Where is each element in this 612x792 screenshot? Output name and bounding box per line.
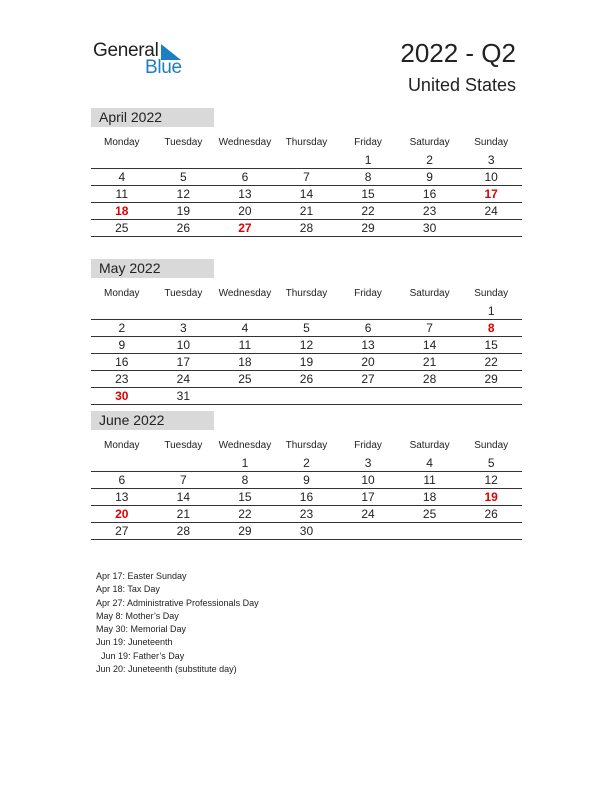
day-cell: 27 bbox=[337, 371, 399, 388]
weekday-header: Monday bbox=[103, 439, 140, 451]
day-cell: 3 bbox=[337, 455, 399, 472]
week-row bbox=[91, 152, 522, 169]
day-cell: 16 bbox=[276, 489, 338, 506]
week-row bbox=[91, 169, 522, 186]
day-cell: 21 bbox=[399, 354, 461, 371]
month-title: April 2022 bbox=[91, 108, 214, 127]
month-block bbox=[91, 411, 522, 540]
day-cell: 22 bbox=[214, 506, 276, 523]
day-cell: 11 bbox=[214, 337, 276, 354]
holiday-item: Apr 18: Tax Day bbox=[96, 584, 160, 595]
day-cell: 27 bbox=[214, 220, 276, 237]
week-row bbox=[91, 506, 522, 523]
day-cell: 12 bbox=[460, 472, 522, 489]
day-cell: 29 bbox=[337, 220, 399, 237]
empty-day-cell bbox=[399, 388, 461, 405]
day-cell: 2 bbox=[91, 320, 153, 337]
day-cell: 26 bbox=[153, 220, 215, 237]
day-cell: 1 bbox=[460, 303, 522, 320]
empty-day-cell bbox=[460, 523, 522, 540]
week-row bbox=[91, 354, 522, 371]
week-row bbox=[91, 472, 522, 489]
day-cell: 12 bbox=[153, 186, 215, 203]
month-title: May 2022 bbox=[91, 259, 214, 278]
country-name: United States bbox=[407, 75, 516, 95]
week-row bbox=[91, 337, 522, 354]
day-cell: 13 bbox=[91, 489, 153, 506]
day-cell: 2 bbox=[276, 455, 338, 472]
day-cell: 25 bbox=[91, 220, 153, 237]
day-cell: 24 bbox=[153, 371, 215, 388]
day-cell: 12 bbox=[276, 337, 338, 354]
week-row bbox=[91, 303, 522, 320]
day-cell: 22 bbox=[337, 203, 399, 220]
weekday-header: Friday bbox=[354, 136, 382, 148]
day-cell: 16 bbox=[399, 186, 461, 203]
week-row bbox=[91, 371, 522, 388]
day-cell: 18 bbox=[91, 203, 153, 220]
holiday-item: Jun 19: Father’s Day bbox=[96, 650, 185, 661]
day-cell: 9 bbox=[399, 169, 461, 186]
week-row bbox=[91, 320, 522, 337]
day-cell: 3 bbox=[460, 152, 522, 169]
day-cell: 17 bbox=[460, 186, 522, 203]
empty-day-cell bbox=[91, 303, 153, 320]
day-cell: 9 bbox=[276, 472, 338, 489]
day-cell: 18 bbox=[399, 489, 461, 506]
day-cell: 24 bbox=[460, 203, 522, 220]
day-cell: 13 bbox=[337, 337, 399, 354]
day-cell: 20 bbox=[214, 203, 276, 220]
weekday-header: Saturday bbox=[409, 287, 450, 299]
day-cell: 8 bbox=[214, 472, 276, 489]
holiday-list bbox=[96, 570, 259, 676]
empty-day-cell bbox=[214, 303, 276, 320]
empty-day-cell bbox=[399, 523, 461, 540]
month-title: June 2022 bbox=[91, 411, 214, 430]
day-cell: 2 bbox=[399, 152, 461, 169]
day-cell: 17 bbox=[337, 489, 399, 506]
day-cell: 30 bbox=[91, 388, 153, 405]
empty-day-cell bbox=[460, 388, 522, 405]
holiday-item: May 30: Memorial Day bbox=[96, 624, 187, 635]
day-cell: 14 bbox=[399, 337, 461, 354]
day-cell: 20 bbox=[91, 506, 153, 523]
logo-blue-text: Blue bbox=[145, 57, 182, 78]
day-cell: 29 bbox=[214, 523, 276, 540]
page-title: 2022 - Q2 bbox=[400, 38, 516, 68]
day-cell: 25 bbox=[399, 506, 461, 523]
weekday-header: Wednesday bbox=[218, 439, 272, 451]
day-cell: 10 bbox=[337, 472, 399, 489]
week-row bbox=[91, 388, 522, 405]
week-row bbox=[91, 523, 522, 540]
day-cell: 13 bbox=[214, 186, 276, 203]
day-cell: 5 bbox=[153, 169, 215, 186]
day-cell: 23 bbox=[91, 371, 153, 388]
empty-day-cell bbox=[460, 220, 522, 237]
day-cell: 15 bbox=[460, 337, 522, 354]
day-cell: 28 bbox=[399, 371, 461, 388]
empty-day-cell bbox=[153, 455, 215, 472]
day-cell: 20 bbox=[337, 354, 399, 371]
day-cell: 8 bbox=[460, 320, 522, 337]
holiday-item: May 8: Mother’s Day bbox=[96, 610, 179, 621]
empty-day-cell bbox=[153, 152, 215, 169]
week-row bbox=[91, 203, 522, 220]
day-cell: 23 bbox=[399, 203, 461, 220]
day-cell: 1 bbox=[214, 455, 276, 472]
empty-day-cell bbox=[276, 303, 338, 320]
day-cell: 10 bbox=[460, 169, 522, 186]
empty-day-cell bbox=[337, 523, 399, 540]
day-cell: 31 bbox=[153, 388, 215, 405]
empty-day-cell bbox=[399, 303, 461, 320]
day-cell: 23 bbox=[276, 506, 338, 523]
holiday-item: Jun 19: Juneteenth bbox=[96, 637, 173, 648]
weekday-header: Tuesday bbox=[164, 439, 203, 451]
day-cell: 5 bbox=[460, 455, 522, 472]
weekday-header: Monday bbox=[103, 136, 140, 148]
day-cell: 19 bbox=[460, 489, 522, 506]
day-cell: 29 bbox=[460, 371, 522, 388]
day-cell: 19 bbox=[153, 203, 215, 220]
day-cell: 11 bbox=[399, 472, 461, 489]
day-cell: 24 bbox=[337, 506, 399, 523]
empty-day-cell bbox=[91, 455, 153, 472]
weekday-header-row bbox=[91, 435, 522, 455]
weekday-header: Thursday bbox=[285, 439, 328, 451]
day-cell: 14 bbox=[153, 489, 215, 506]
empty-day-cell bbox=[276, 388, 338, 405]
day-cell: 21 bbox=[276, 203, 338, 220]
day-cell: 7 bbox=[399, 320, 461, 337]
day-cell: 15 bbox=[214, 489, 276, 506]
day-cell: 30 bbox=[276, 523, 338, 540]
empty-day-cell bbox=[91, 152, 153, 169]
day-cell: 21 bbox=[153, 506, 215, 523]
weekday-header: Sunday bbox=[474, 439, 509, 451]
day-cell: 19 bbox=[276, 354, 338, 371]
empty-day-cell bbox=[214, 388, 276, 405]
holiday-item: Apr 27: Administrative Professionals Day bbox=[96, 597, 259, 608]
day-cell: 26 bbox=[460, 506, 522, 523]
day-cell: 1 bbox=[337, 152, 399, 169]
weekday-header: Thursday bbox=[285, 287, 328, 299]
day-cell: 7 bbox=[153, 472, 215, 489]
weekday-header: Tuesday bbox=[164, 136, 203, 148]
day-cell: 9 bbox=[91, 337, 153, 354]
week-row bbox=[91, 220, 522, 237]
day-cell: 26 bbox=[276, 371, 338, 388]
day-cell: 4 bbox=[91, 169, 153, 186]
weekday-header: Tuesday bbox=[164, 287, 203, 299]
day-cell: 22 bbox=[460, 354, 522, 371]
day-cell: 30 bbox=[399, 220, 461, 237]
weekday-header: Thursday bbox=[285, 136, 328, 148]
day-cell: 6 bbox=[214, 169, 276, 186]
holiday-item: Apr 17: Easter Sunday bbox=[96, 571, 187, 581]
month-calendar-table bbox=[91, 435, 522, 540]
day-cell: 8 bbox=[337, 169, 399, 186]
weekday-header: Saturday bbox=[409, 439, 450, 451]
day-cell: 18 bbox=[214, 354, 276, 371]
day-cell: 16 bbox=[91, 354, 153, 371]
logo bbox=[93, 40, 193, 80]
day-cell: 17 bbox=[153, 354, 215, 371]
month-block bbox=[91, 108, 522, 237]
weekday-header: Sunday bbox=[474, 287, 509, 299]
weekday-header: Sunday bbox=[474, 136, 509, 148]
day-cell: 11 bbox=[91, 186, 153, 203]
weekday-header: Wednesday bbox=[218, 136, 272, 148]
empty-day-cell bbox=[214, 152, 276, 169]
weekday-header: Monday bbox=[103, 287, 140, 299]
weekday-header: Saturday bbox=[409, 136, 450, 148]
day-cell: 7 bbox=[276, 169, 338, 186]
weekday-header: Friday bbox=[354, 287, 382, 299]
month-calendar-table bbox=[91, 283, 522, 405]
weekday-header: Wednesday bbox=[218, 287, 272, 299]
day-cell: 6 bbox=[337, 320, 399, 337]
empty-day-cell bbox=[153, 303, 215, 320]
empty-day-cell bbox=[276, 152, 338, 169]
weekday-header-row bbox=[91, 283, 522, 303]
week-row bbox=[91, 186, 522, 203]
day-cell: 27 bbox=[91, 523, 153, 540]
day-cell: 28 bbox=[276, 220, 338, 237]
weekday-header-row bbox=[91, 132, 522, 152]
day-cell: 4 bbox=[399, 455, 461, 472]
empty-day-cell bbox=[337, 388, 399, 405]
month-block bbox=[91, 259, 522, 405]
empty-day-cell bbox=[337, 303, 399, 320]
week-row bbox=[91, 455, 522, 472]
logo-general-text: General bbox=[93, 40, 159, 61]
day-cell: 14 bbox=[276, 186, 338, 203]
weekday-header: Friday bbox=[354, 439, 382, 451]
day-cell: 15 bbox=[337, 186, 399, 203]
day-cell: 6 bbox=[91, 472, 153, 489]
holiday-item: Jun 20: Juneteenth (substitute day) bbox=[96, 664, 237, 675]
day-cell: 28 bbox=[153, 523, 215, 540]
day-cell: 5 bbox=[276, 320, 338, 337]
day-cell: 3 bbox=[153, 320, 215, 337]
day-cell: 4 bbox=[214, 320, 276, 337]
week-row bbox=[91, 489, 522, 506]
day-cell: 10 bbox=[153, 337, 215, 354]
day-cell: 25 bbox=[214, 371, 276, 388]
month-calendar-table bbox=[91, 132, 522, 237]
